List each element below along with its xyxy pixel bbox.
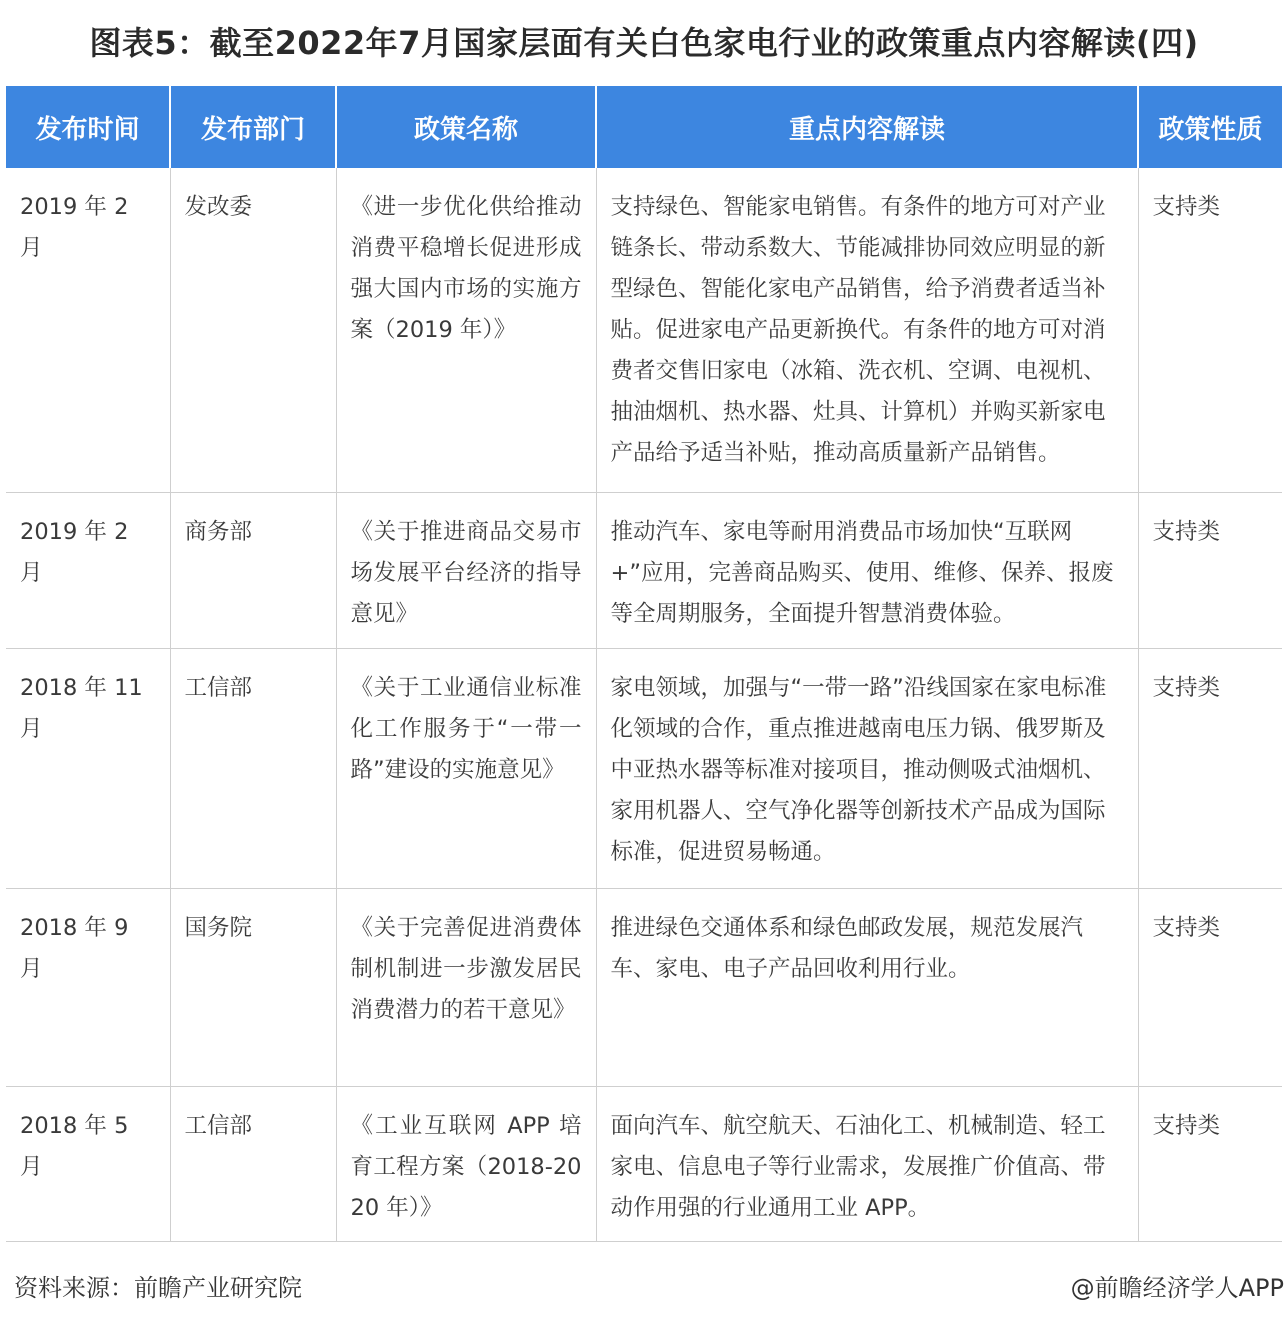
cell-policy-name: 《工业互联网 APP 培育工程方案（2018-2020 年）》 bbox=[336, 1086, 596, 1241]
cell-dept: 商务部 bbox=[170, 492, 336, 648]
cell-dept: 工信部 bbox=[170, 1086, 336, 1241]
policy-table bbox=[6, 86, 1282, 1242]
cell-policy-nature: 支持类 bbox=[1138, 648, 1282, 888]
table-row bbox=[6, 648, 1282, 888]
header-policy-name: 政策名称 bbox=[336, 86, 596, 168]
table-row bbox=[6, 168, 1282, 492]
header-date: 发布时间 bbox=[6, 86, 170, 168]
source-note: 资料来源：前瞻产业研究院 bbox=[14, 1274, 302, 1302]
cell-key-content: 推动汽车、家电等耐用消费品市场加快“互联网+”应用，完善商品购买、使用、维修、保养、报废等全周期服务，全面提升智慧消费体验。 bbox=[596, 492, 1138, 648]
table-row bbox=[6, 1086, 1282, 1241]
cell-policy-name: 《关于推进商品交易市场发展平台经济的指导意见》 bbox=[336, 492, 596, 648]
cell-policy-nature: 支持类 bbox=[1138, 1086, 1282, 1241]
cell-date: 2018 年 5 月 bbox=[6, 1086, 170, 1241]
cell-policy-name: 《关于工业通信业标准化工作服务于“一带一路”建设的实施意见》 bbox=[336, 648, 596, 888]
cell-key-content: 家电领域，加强与“一带一路”沿线国家在家电标准化领域的合作，重点推进越南电压力锅、俄罗斯及中亚热水器等标准对接项目，推动侧吸式油烟机、家用机器人、空气净化器等创新技术产品成为国际标准，促进贸易畅通。 bbox=[596, 648, 1138, 888]
cell-dept: 国务院 bbox=[170, 888, 336, 1086]
cell-date: 2018 年 9 月 bbox=[6, 888, 170, 1086]
cell-key-content: 面向汽车、航空航天、石油化工、机械制造、轻工家电、信息电子等行业需求，发展推广价值高、带动作用强的行业通用工业 APP。 bbox=[596, 1086, 1138, 1241]
cell-date: 2018 年 11 月 bbox=[6, 648, 170, 888]
cell-dept: 发改委 bbox=[170, 168, 336, 492]
cell-policy-nature: 支持类 bbox=[1138, 888, 1282, 1086]
credit-note: @前瞻经济学人APP bbox=[1070, 1274, 1284, 1302]
header-policy-nature: 政策性质 bbox=[1138, 86, 1282, 168]
cell-dept: 工信部 bbox=[170, 648, 336, 888]
cell-policy-nature: 支持类 bbox=[1138, 492, 1282, 648]
header-dept: 发布部门 bbox=[170, 86, 336, 168]
page-title: 图表5：截至2022年7月国家层面有关白色家电行业的政策重点内容解读(四) bbox=[89, 24, 1199, 62]
header-key-content: 重点内容解读 bbox=[596, 86, 1138, 168]
cell-policy-name: 《关于完善促进消费体制机制进一步激发居民消费潜力的若干意见》 bbox=[336, 888, 596, 1086]
cell-key-content: 支持绿色、智能家电销售。有条件的地方可对产业链条长、带动系数大、节能减排协同效应明显的新型绿色、智能化家电产品销售，给予消费者适当补贴。促进家电产品更新换代。有条件的地方可对消费者交售旧家电（冰箱、洗衣机、空调、电视机、抽油烟机、热水器、灶具、计算机）并购买新家电产品给予适当补贴，推动高质量新产品销售。 bbox=[596, 168, 1138, 492]
cell-policy-name: 《进一步优化供给推动消费平稳增长促进形成强大国内市场的实施方案（2019 年）》 bbox=[336, 168, 596, 492]
cell-date: 2019 年 2 月 bbox=[6, 492, 170, 648]
table-header-row bbox=[6, 86, 1282, 168]
table-row bbox=[6, 492, 1282, 648]
cell-key-content: 推进绿色交通体系和绿色邮政发展，规范发展汽车、家电、电子产品回收利用行业。 bbox=[596, 888, 1138, 1086]
table-row bbox=[6, 888, 1282, 1086]
cell-date: 2019 年 2 月 bbox=[6, 168, 170, 492]
cell-policy-nature: 支持类 bbox=[1138, 168, 1282, 492]
